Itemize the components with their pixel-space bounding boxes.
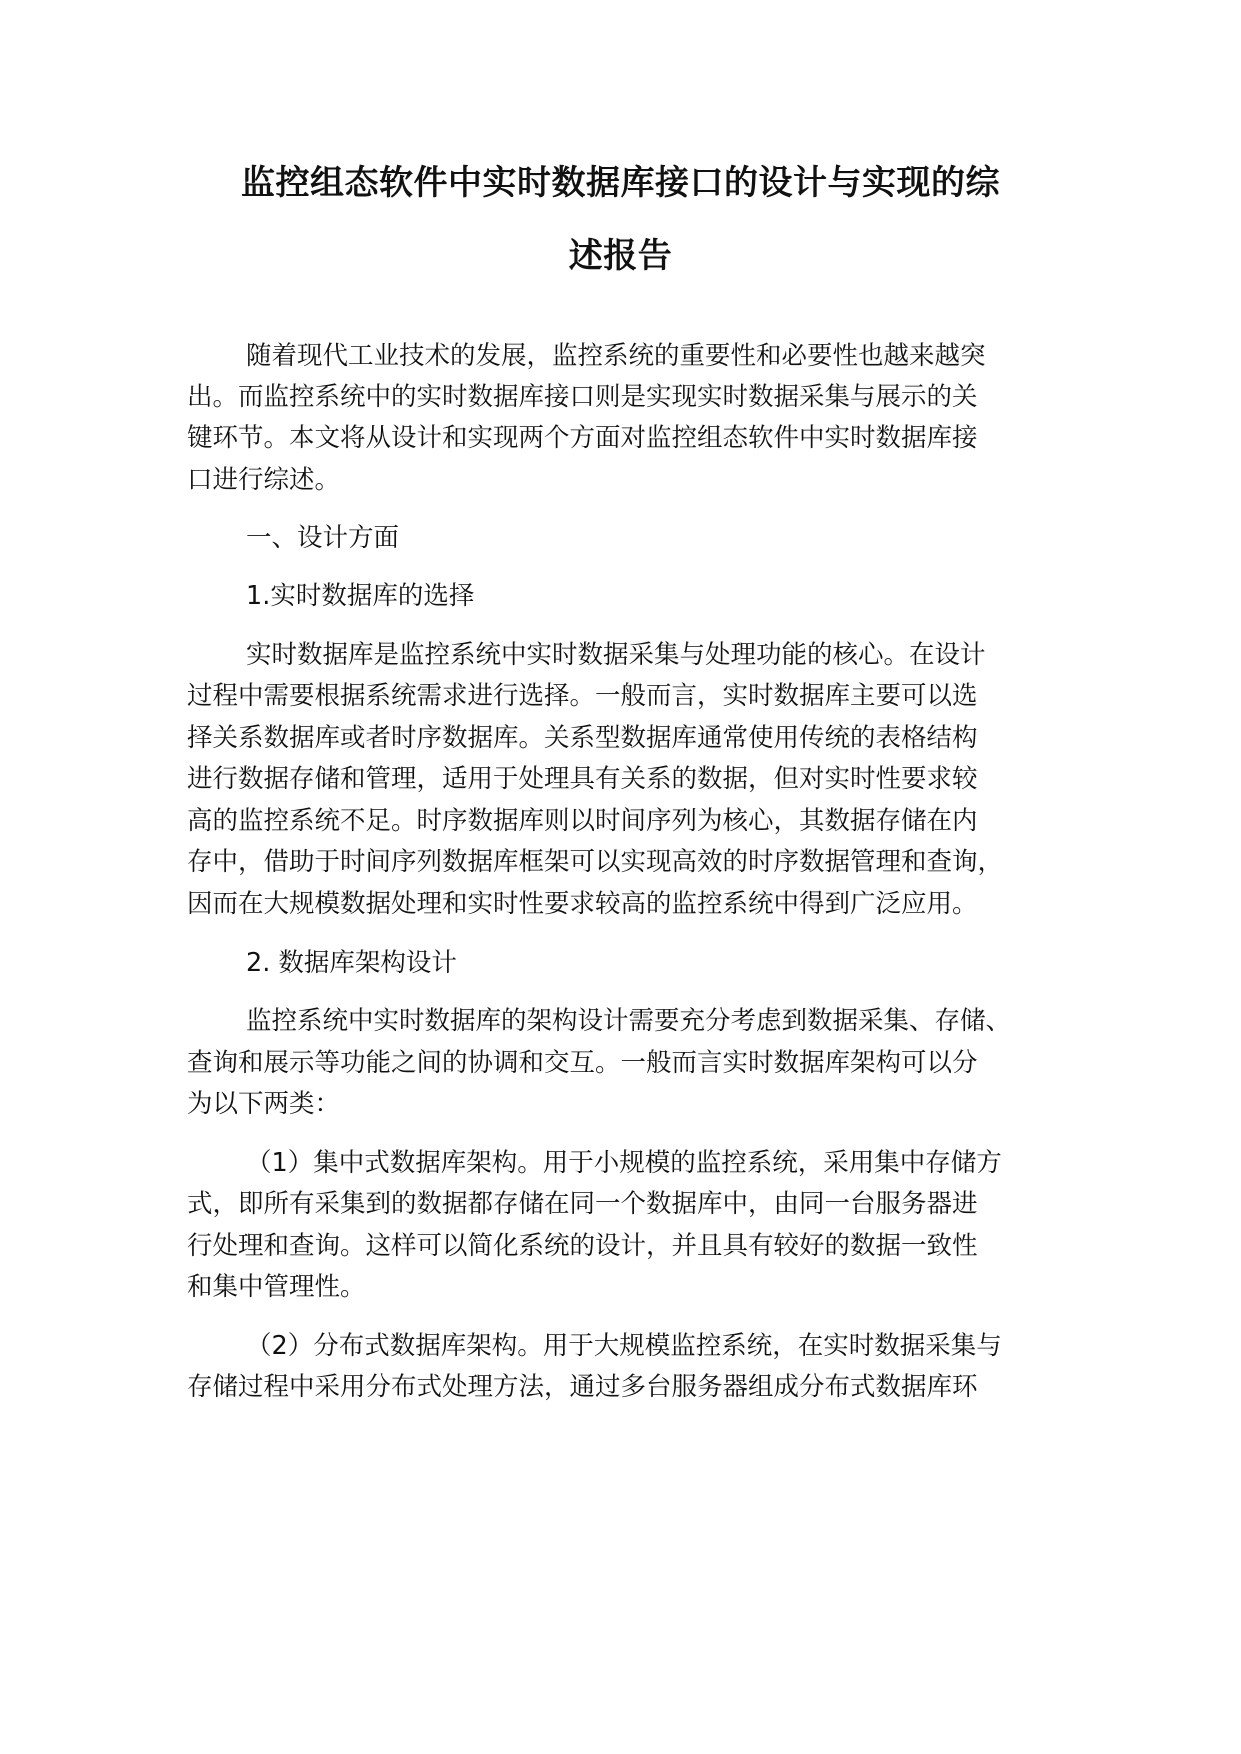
paragraph-line: 为以下两类：: [187, 1089, 341, 1119]
paragraph-line: 高的监控系统不足。时序数据库则以时间序列为核心，其数据存储在内: [187, 806, 978, 836]
paragraph-line: 监控系统中实时数据库的架构设计需要充分考虑到数据采集、存储、: [246, 1006, 1012, 1036]
subsection-heading: 1.实时数据库的选择: [246, 581, 475, 611]
paragraph-line: 存中，借助于时间序列数据库框架可以实现高效的时序数据管理和查询，: [187, 847, 1004, 877]
paragraph-line: 出。而监控系统中的实时数据库接口则是实现实时数据采集与展示的关: [187, 382, 978, 412]
paragraph-line: 式，即所有采集到的数据都存储在同一个数据库中，由同一台服务器进: [187, 1189, 978, 1219]
paragraph-line: 键环节。本文将从设计和实现两个方面对监控组态软件中实时数据库接: [187, 423, 978, 453]
paragraph-line: （2）分布式数据库架构。用于大规模监控系统，在实时数据采集与: [246, 1331, 1002, 1361]
paragraph-line: 行处理和查询。这样可以简化系统的设计，并且具有较好的数据一致性: [187, 1231, 978, 1261]
paragraph-line: 随着现代工业技术的发展，监控系统的重要性和必要性也越来越突: [246, 341, 986, 371]
paragraph-line: 因而在大规模数据处理和实时性要求较高的监控系统中得到广泛应用。: [187, 889, 978, 919]
paragraph-line: （1）集中式数据库架构。用于小规模的监控系统，采用集中存储方: [246, 1148, 1002, 1178]
paragraph-line: 和集中管理性。: [187, 1272, 366, 1302]
document-title-line-1: 监控组态软件中实时数据库接口的设计与实现的综: [241, 163, 1000, 203]
paragraph-line: 存储过程中采用分布式处理方法，通过多台服务器组成分布式数据库环: [187, 1372, 978, 1402]
paragraph-line: 实时数据库是监控系统中实时数据采集与处理功能的核心。在设计: [246, 640, 986, 670]
document-title-line-2: 述报告: [568, 236, 673, 276]
section-heading: 一、设计方面: [246, 523, 400, 553]
paragraph-line: 查询和展示等功能之间的协调和交互。一般而言实时数据库架构可以分: [187, 1048, 978, 1078]
paragraph-line: 进行数据存储和管理，适用于处理具有关系的数据，但对实时性要求较: [187, 764, 978, 794]
paragraph-line: 择关系数据库或者时序数据库。关系型数据库通常使用传统的表格结构: [187, 723, 978, 753]
paragraph-line: 过程中需要根据系统需求进行选择。一般而言，实时数据库主要可以选: [187, 681, 978, 711]
subsection-heading: 2. 数据库架构设计: [246, 948, 457, 978]
paragraph-line: 口进行综述。: [187, 465, 341, 495]
